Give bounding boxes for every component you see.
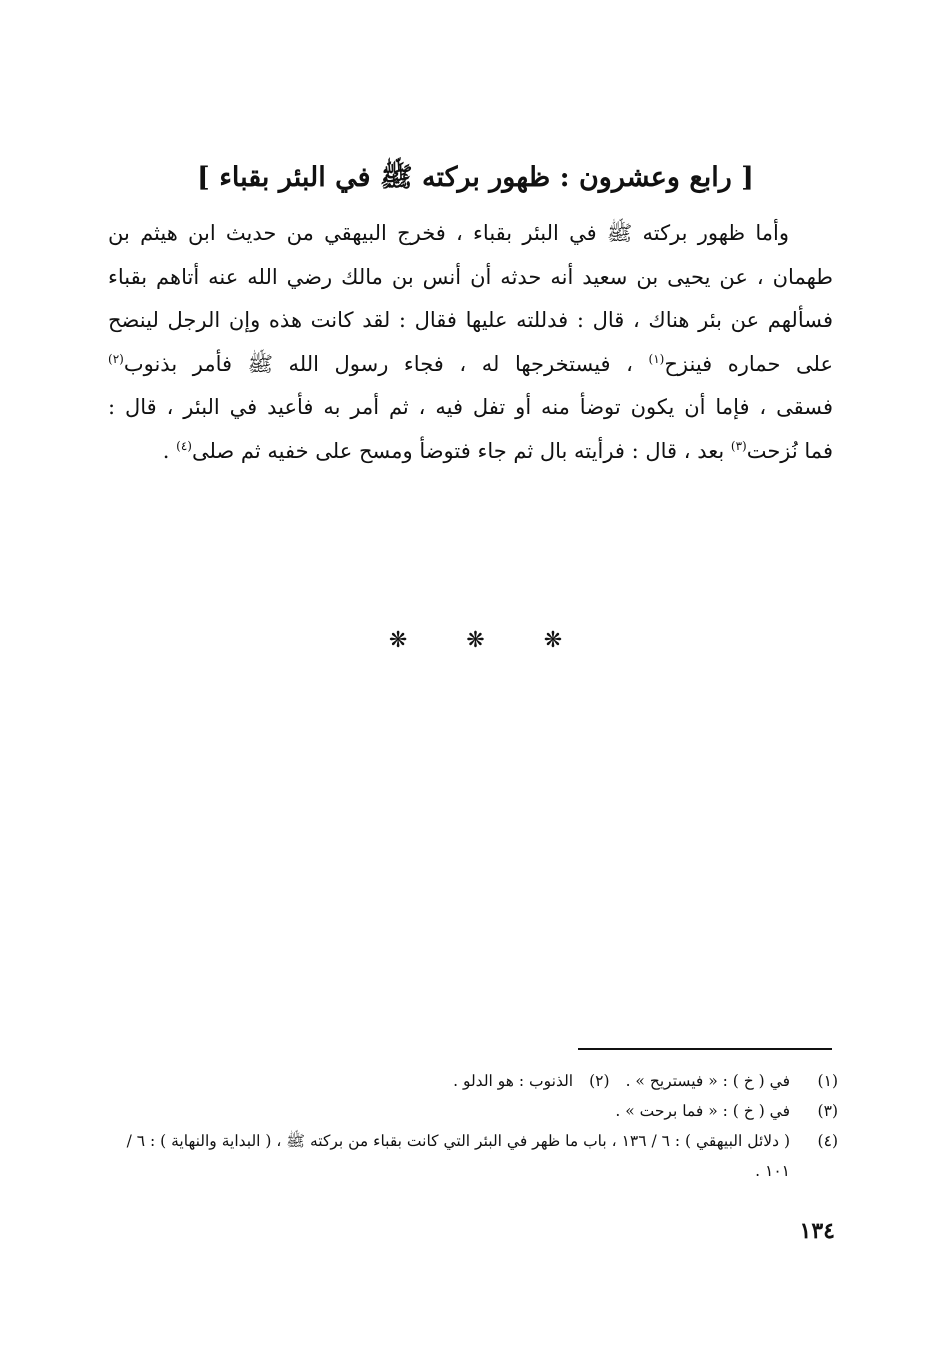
paragraph-line-4 bbox=[108, 343, 833, 387]
footnote-ref-3[interactable]: (٣) bbox=[730, 438, 747, 453]
line6-part-b: بعد ، قال : فرأيته بال ثم جاء فتوضأ ومسح على خفيه ثم صلى bbox=[191, 438, 731, 463]
paragraph-line-5: فسقى ، فإما أن يكون توضأ منه أو تفل فيه ، ثم أمر به فأعيد في البئر ، قال : bbox=[108, 395, 833, 420]
section-heading: [ رابع وعشرون : ظهور بركته ﷺ في البئر بقباء ] bbox=[197, 162, 754, 193]
footnote-text-1: في ( خ ) : « فيستريح » . bbox=[625, 1072, 790, 1090]
paragraph-line-1: وأما ظهور بركته ﷺ في البئر بقباء ، فخرج البيهقي من حديث ابن هيثم بن bbox=[108, 221, 789, 245]
footnote-ref-2[interactable]: (٢) bbox=[108, 351, 124, 366]
footnote-row-3 bbox=[108, 1096, 838, 1126]
paragraph-line-3: فسألهم عن بئر هناك ، قال : فدللته عليها فقال : لقد كانت هذه وإن الرجل لينضح bbox=[108, 308, 833, 333]
footnote-text-2: الذنوب : هو الدلو . bbox=[453, 1072, 574, 1090]
paragraph-line-2: طهمان ، عن يحيى بن سعيد أنه حدثه أن أنس بن مالك رضي الله عنه أتاهم بقباء bbox=[108, 264, 833, 289]
page-number: ١٣٤ bbox=[799, 1218, 835, 1244]
footnotes bbox=[108, 1066, 838, 1186]
section-separator-asterisks: ❋ ❋ ❋ bbox=[388, 628, 589, 653]
footnote-ref-4[interactable]: (٤) bbox=[176, 438, 192, 453]
line6-part-c: . bbox=[162, 438, 177, 463]
footnote-number-2: (٢) bbox=[589, 1072, 610, 1090]
main-paragraph bbox=[108, 212, 833, 474]
footnote-number-3: (٣) bbox=[817, 1102, 838, 1120]
line6-part-a: فما نُزحت bbox=[746, 438, 833, 463]
footnote-ref-1[interactable]: (١) bbox=[648, 351, 665, 366]
footnote-text-3: في ( خ ) : « فما برحت » . bbox=[615, 1102, 790, 1120]
footnote-number-1: (١) bbox=[817, 1072, 838, 1090]
footnote-text-4: ( دلائل البيهقي ) : ٦ / ١٣٦ ، باب ما ظهر في البئر التي كانت بقباء من بركته ﷺ ، ( البداية والنهاية ) : ٦ / ١٠١ . bbox=[126, 1132, 790, 1180]
footnote-number-4: (٤) bbox=[817, 1132, 838, 1150]
footnote-row-1-2 bbox=[108, 1066, 838, 1096]
line4-part-b: ، فيستخرجها له ، فجاء رسول الله ﷺ فأمر بذنوب bbox=[123, 351, 649, 376]
footnote-divider bbox=[578, 1048, 832, 1050]
paragraph-line-6 bbox=[108, 430, 833, 474]
footnote-row-4 bbox=[108, 1126, 838, 1186]
line4-part-a: على حماره فينزح bbox=[664, 351, 833, 376]
